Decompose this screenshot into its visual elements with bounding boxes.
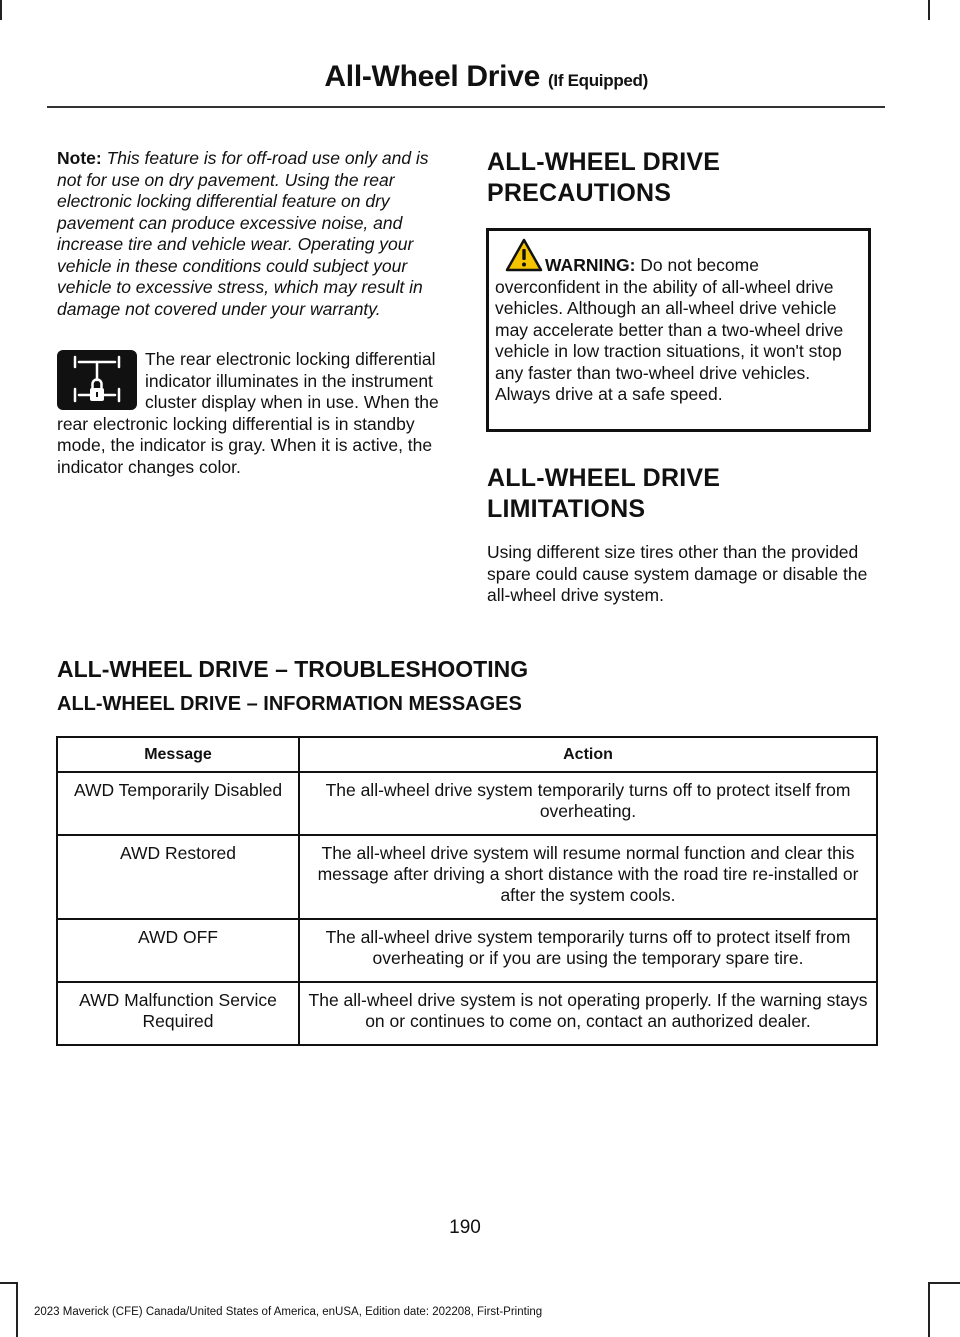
message-cell: AWD Malfunction Service Required	[57, 982, 299, 1045]
column-header-message: Message	[57, 737, 299, 772]
limitations-heading-line-2: LIMITATIONS	[487, 495, 646, 523]
table-row	[57, 835, 877, 919]
action-cell: The all-wheel drive system is not operating properly. If the warning stays on or continues to come on, contact an authorized dealer.	[299, 982, 877, 1045]
table-row	[57, 919, 877, 982]
indicator-text: The rear electronic locking differential indicator illuminates in the instrument cluster display when in use. When the rear electronic locking differential is in standby mode, the indicator is gray. When it is active, the indicator changes color.	[57, 349, 439, 477]
note-paragraph	[57, 148, 447, 320]
table-row	[57, 772, 877, 835]
action-cell: The all-wheel drive system will resume normal function and clear this message after driving a short distance with the road tire re-installed or after the system cools.	[299, 835, 877, 919]
page-title-text: All-Wheel Drive	[324, 60, 540, 93]
page-number: 190	[449, 1217, 481, 1238]
note-block	[57, 148, 447, 320]
precautions-heading-line-1: ALL-WHEEL DRIVE	[487, 148, 721, 176]
warning-label: WARNING:	[545, 255, 636, 275]
message-cell: AWD Temporarily Disabled	[57, 772, 299, 835]
action-cell: The all-wheel drive system temporarily turns off to protect itself from overheating.	[299, 772, 877, 835]
message-cell: AWD OFF	[57, 919, 299, 982]
warning-triangle-icon	[504, 237, 544, 279]
precautions-heading	[487, 147, 867, 209]
limitations-heading	[487, 463, 867, 525]
crop-mark-bottom-right-v	[928, 1282, 930, 1337]
table-header-row	[57, 737, 877, 772]
page-title	[324, 60, 648, 94]
note-text: This feature is for off-road use only and is not for use on dry pavement. Using the rear electronic locking differential feature on dry pavement can produce excessive noise, and increase tire and vehicle wear. Operating your vehicle in these conditions could subject your vehicle to excessive stress, which may result in damage not covered under your warranty.	[57, 148, 429, 319]
crop-mark-top-left	[0, 0, 2, 20]
crop-mark-bottom-right	[928, 1282, 960, 1284]
limitations-heading-line-1: ALL-WHEEL DRIVE	[487, 464, 721, 492]
footer-edition-line: 2023 Maverick (CFE) Canada/United States of America, enUSA, Edition date: 202208, First-Printing	[34, 1306, 543, 1318]
warning-box	[486, 228, 871, 432]
column-header-action: Action	[299, 737, 877, 772]
action-cell: The all-wheel drive system temporarily turns off to protect itself from overheating or if you are using the temporary spare tire.	[299, 919, 877, 982]
information-messages-heading: ALL-WHEEL DRIVE – INFORMATION MESSAGES	[57, 693, 522, 715]
message-cell: AWD Restored	[57, 835, 299, 919]
warning-text: Do not become overconfident in the ability of all-wheel drive vehicles. Although an all-wheel drive vehicle may accelerate better than a two-wheel drive vehicle in low traction situations, it won't stop any faster than two-wheel drive vehicles. Always drive at a safe speed.	[495, 255, 844, 404]
troubleshooting-heading: ALL-WHEEL DRIVE – TROUBLESHOOTING	[57, 656, 529, 682]
icon-spacer	[57, 349, 145, 413]
crop-mark-top-right	[928, 0, 930, 20]
indicator-paragraph	[57, 349, 449, 478]
precautions-heading-line-2: PRECAUTIONS	[487, 179, 672, 207]
note-label: Note:	[57, 148, 102, 168]
information-messages-table	[56, 736, 878, 1046]
limitations-paragraph: Using different size tires other than the provided spare could cause system damage or disable the all-wheel drive system.	[487, 542, 868, 605]
page-title-subtitle: (If Equipped)	[548, 71, 648, 90]
table-row	[57, 982, 877, 1045]
crop-mark-bottom-left-v	[16, 1282, 18, 1337]
header-rule	[47, 106, 885, 108]
warning-paragraph	[495, 255, 862, 406]
